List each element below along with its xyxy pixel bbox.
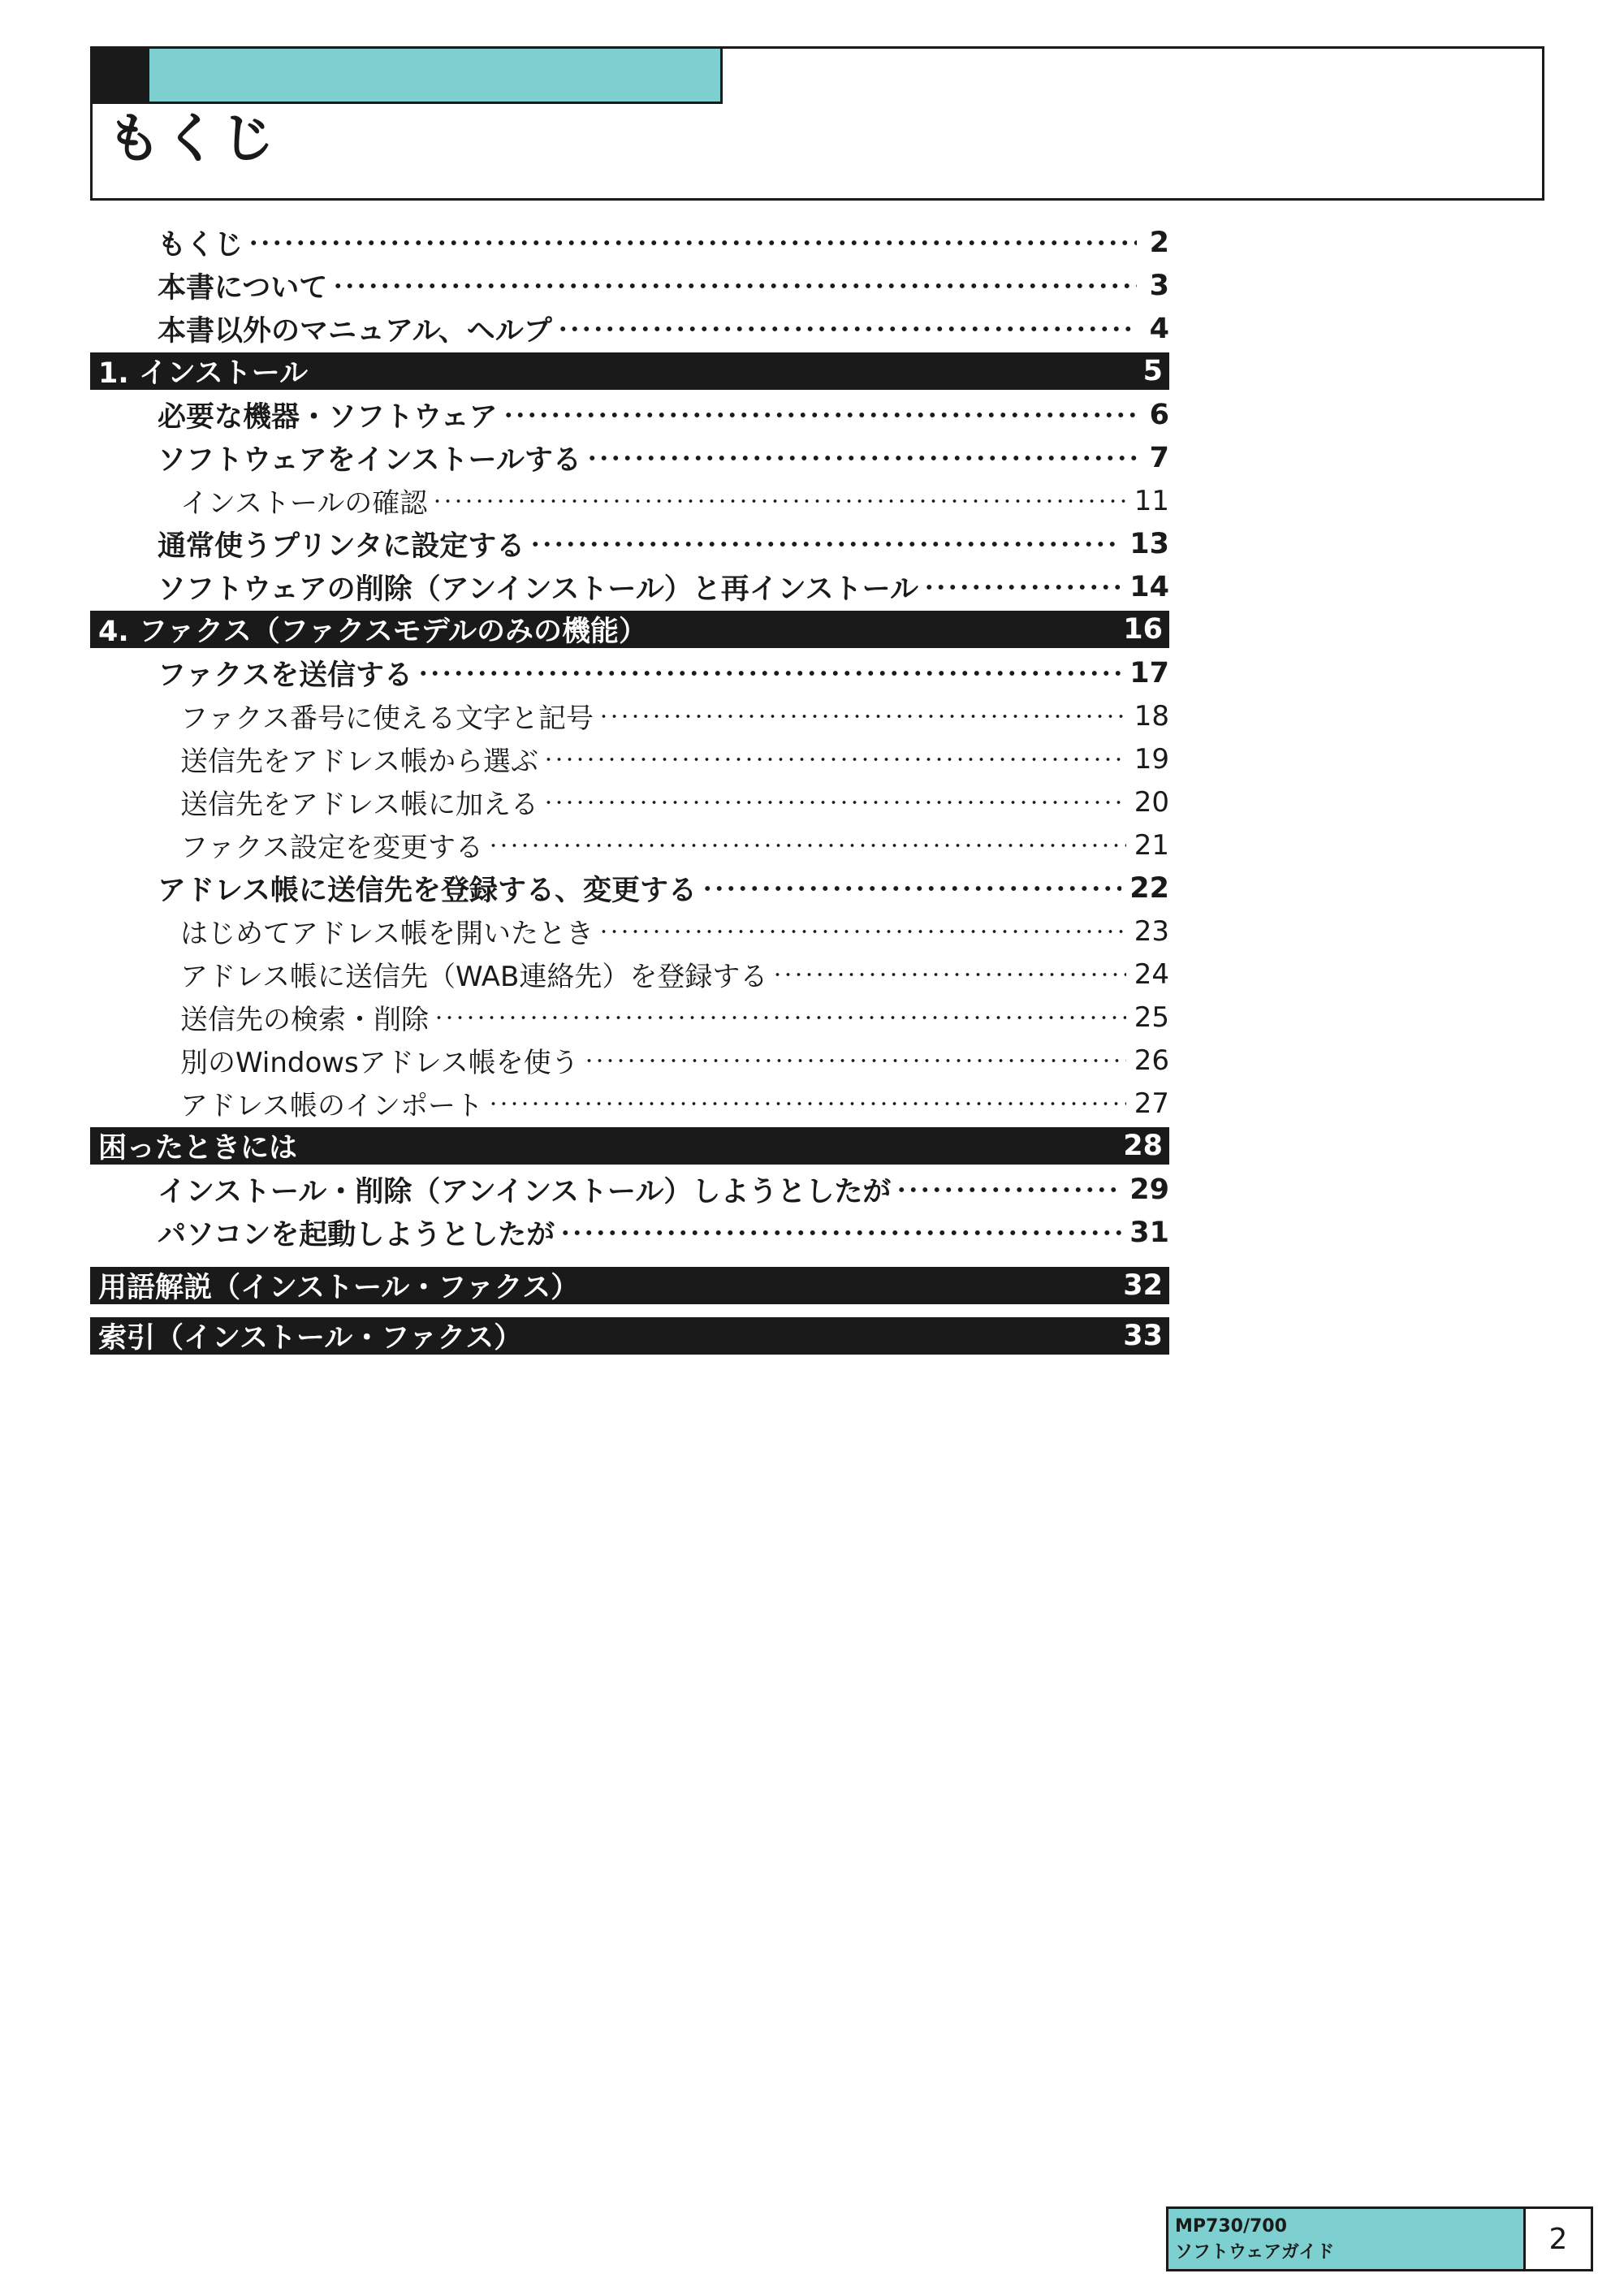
footer-guide-title: ソフトウェアガイド: [1175, 2242, 1335, 2263]
toc-page-number: 21: [1134, 828, 1169, 862]
toc-dot-leader: [559, 1230, 1121, 1236]
footer-page-number: 2: [1526, 2209, 1591, 2269]
toc-entry[interactable]: [90, 1082, 1169, 1125]
toc-entry[interactable]: [90, 737, 1169, 780]
title-frame: [90, 46, 1544, 201]
toc-entry-label: ソフトウェアの削除（アンインストール）と再インストール: [158, 573, 918, 606]
page-title: もくじ: [107, 107, 278, 170]
toc-dot-leader: [702, 885, 1121, 892]
footer: [1166, 2206, 1593, 2271]
toc-page-number: 13: [1129, 527, 1169, 560]
toc-entry[interactable]: [90, 694, 1169, 737]
toc-dot-leader: [332, 283, 1137, 289]
toc-entry-label: 送信先をアドレス帳から選ぶ: [180, 746, 538, 778]
toc-page-number: 18: [1134, 699, 1169, 733]
toc-section-heading[interactable]: [90, 1267, 1169, 1304]
toc-page-number: 3: [1149, 269, 1169, 302]
toc-page-number: 6: [1149, 398, 1169, 431]
toc-page-number: 33: [1123, 1320, 1163, 1352]
toc-entry[interactable]: [90, 264, 1169, 307]
toc-section-heading[interactable]: [90, 1127, 1169, 1165]
toc-entry-label: 1. インストール: [98, 357, 309, 390]
toc-entry-label: ファクス設定を変更する: [180, 832, 483, 864]
toc-entry-label: 送信先の検索・削除: [180, 1004, 429, 1036]
footer-info: [1168, 2209, 1526, 2269]
toc-entry-label: 4. ファクス（ファクスモデルのみの機能）: [98, 616, 647, 648]
toc-page-number: 32: [1123, 1269, 1163, 1302]
toc-dot-leader: [488, 1101, 1126, 1106]
title-black-tab: [93, 49, 149, 104]
toc-page-number: 14: [1129, 570, 1169, 603]
toc-dot-leader: [503, 412, 1137, 418]
title-teal-tab: [149, 49, 723, 104]
toc-entry[interactable]: [90, 436, 1169, 479]
toc-entry-label: アドレス帳のインポート: [180, 1090, 483, 1122]
toc-dot-leader: [543, 757, 1126, 762]
toc-entry[interactable]: [90, 1168, 1169, 1211]
toc-entry[interactable]: [90, 651, 1169, 694]
toc-dot-leader: [772, 972, 1125, 977]
toc-dot-leader: [432, 499, 1125, 504]
toc-dot-leader: [584, 1058, 1126, 1063]
toc-dot-leader: [488, 843, 1126, 848]
toc-dot-leader: [529, 541, 1121, 547]
toc-page-number: 31: [1129, 1216, 1169, 1249]
toc-entry[interactable]: [90, 780, 1169, 823]
toc-section-heading[interactable]: [90, 611, 1169, 648]
toc-dot-leader: [586, 455, 1137, 461]
toc-page-number: 23: [1134, 914, 1169, 948]
toc-page-number: 20: [1134, 785, 1169, 819]
toc-entry-label: 本書について: [158, 271, 328, 305]
toc-entry[interactable]: [90, 522, 1169, 565]
toc-entry[interactable]: [90, 479, 1169, 522]
toc-page-number: 29: [1129, 1173, 1169, 1206]
toc-dot-leader: [896, 1186, 1121, 1193]
toc-page-number: 11: [1134, 484, 1169, 517]
toc-entry-label: ソフトウェアをインストールする: [158, 443, 581, 477]
toc-entry-label: インストール・削除（アンインストール）しようとしたが: [158, 1175, 892, 1208]
table-of-contents: [90, 221, 1169, 1358]
toc-section-heading[interactable]: [90, 1317, 1169, 1355]
toc-page-number: 22: [1129, 871, 1169, 905]
toc-page-number: 28: [1123, 1130, 1163, 1162]
toc-page-number: 7: [1149, 441, 1169, 474]
toc-dot-leader: [923, 584, 1121, 590]
toc-entry-label: 必要な機器・ソフトウェア: [158, 400, 498, 434]
toc-entry-label: アドレス帳に送信先を登録する、変更する: [158, 874, 697, 907]
toc-entry[interactable]: [90, 221, 1169, 264]
toc-dot-leader: [434, 1015, 1126, 1020]
toc-dot-leader: [417, 670, 1121, 676]
toc-page-number: 19: [1134, 742, 1169, 776]
toc-dot-leader: [598, 714, 1126, 719]
toc-entry-label: 困ったときには: [98, 1132, 298, 1165]
toc-entry-label: パソコンを起動しようとしたが: [158, 1218, 555, 1251]
toc-entry[interactable]: [90, 393, 1169, 436]
toc-entry[interactable]: [90, 996, 1169, 1039]
toc-entry[interactable]: [90, 953, 1169, 996]
toc-entry-label: ファクス番号に使える文字と記号: [180, 702, 594, 735]
toc-page-number: 27: [1134, 1087, 1169, 1120]
toc-page-number: 25: [1134, 1001, 1169, 1034]
toc-entry-label: もくじ: [158, 228, 244, 261]
toc-page-number: 2: [1149, 226, 1169, 259]
toc-entry-label: 別のWindowsアドレス帳を使う: [180, 1047, 579, 1079]
toc-entry[interactable]: [90, 910, 1169, 953]
toc-dot-leader: [598, 929, 1126, 934]
toc-entry-label: アドレス帳に送信先（WAB連絡先）を登録する: [180, 961, 768, 993]
toc-page-number: 5: [1142, 355, 1163, 387]
toc-entry[interactable]: [90, 867, 1169, 910]
toc-page-number: 4: [1149, 312, 1169, 345]
toc-entry[interactable]: [90, 565, 1169, 608]
toc-entry[interactable]: [90, 1039, 1169, 1082]
toc-page-number: 17: [1129, 656, 1169, 689]
footer-model: MP730/700: [1175, 2216, 1287, 2237]
toc-dot-leader: [557, 326, 1137, 332]
toc-entry-label: 送信先をアドレス帳に加える: [180, 789, 538, 821]
toc-page-number: 16: [1123, 613, 1163, 646]
toc-entry-label: ファクスを送信する: [158, 659, 412, 692]
toc-entry[interactable]: [90, 307, 1169, 350]
toc-section-heading[interactable]: [90, 352, 1169, 390]
toc-entry-label: 本書以外のマニュアル、ヘルプ: [158, 314, 552, 348]
toc-entry-label: インストールの確認: [180, 487, 428, 520]
toc-dot-leader: [248, 240, 1137, 246]
toc-entry-label: 通常使うプリンタに設定する: [158, 529, 525, 563]
toc-entry[interactable]: [90, 1211, 1169, 1254]
toc-dot-leader: [543, 800, 1126, 805]
toc-entry[interactable]: [90, 823, 1169, 867]
toc-entry-label: はじめてアドレス帳を開いたとき: [180, 918, 594, 950]
toc-entry-label: 用語解説（インストール・ファクス）: [98, 1272, 580, 1304]
toc-page-number: 24: [1134, 957, 1169, 991]
toc-entry-label: 索引（インストール・ファクス）: [98, 1322, 523, 1355]
toc-page-number: 26: [1134, 1044, 1169, 1077]
